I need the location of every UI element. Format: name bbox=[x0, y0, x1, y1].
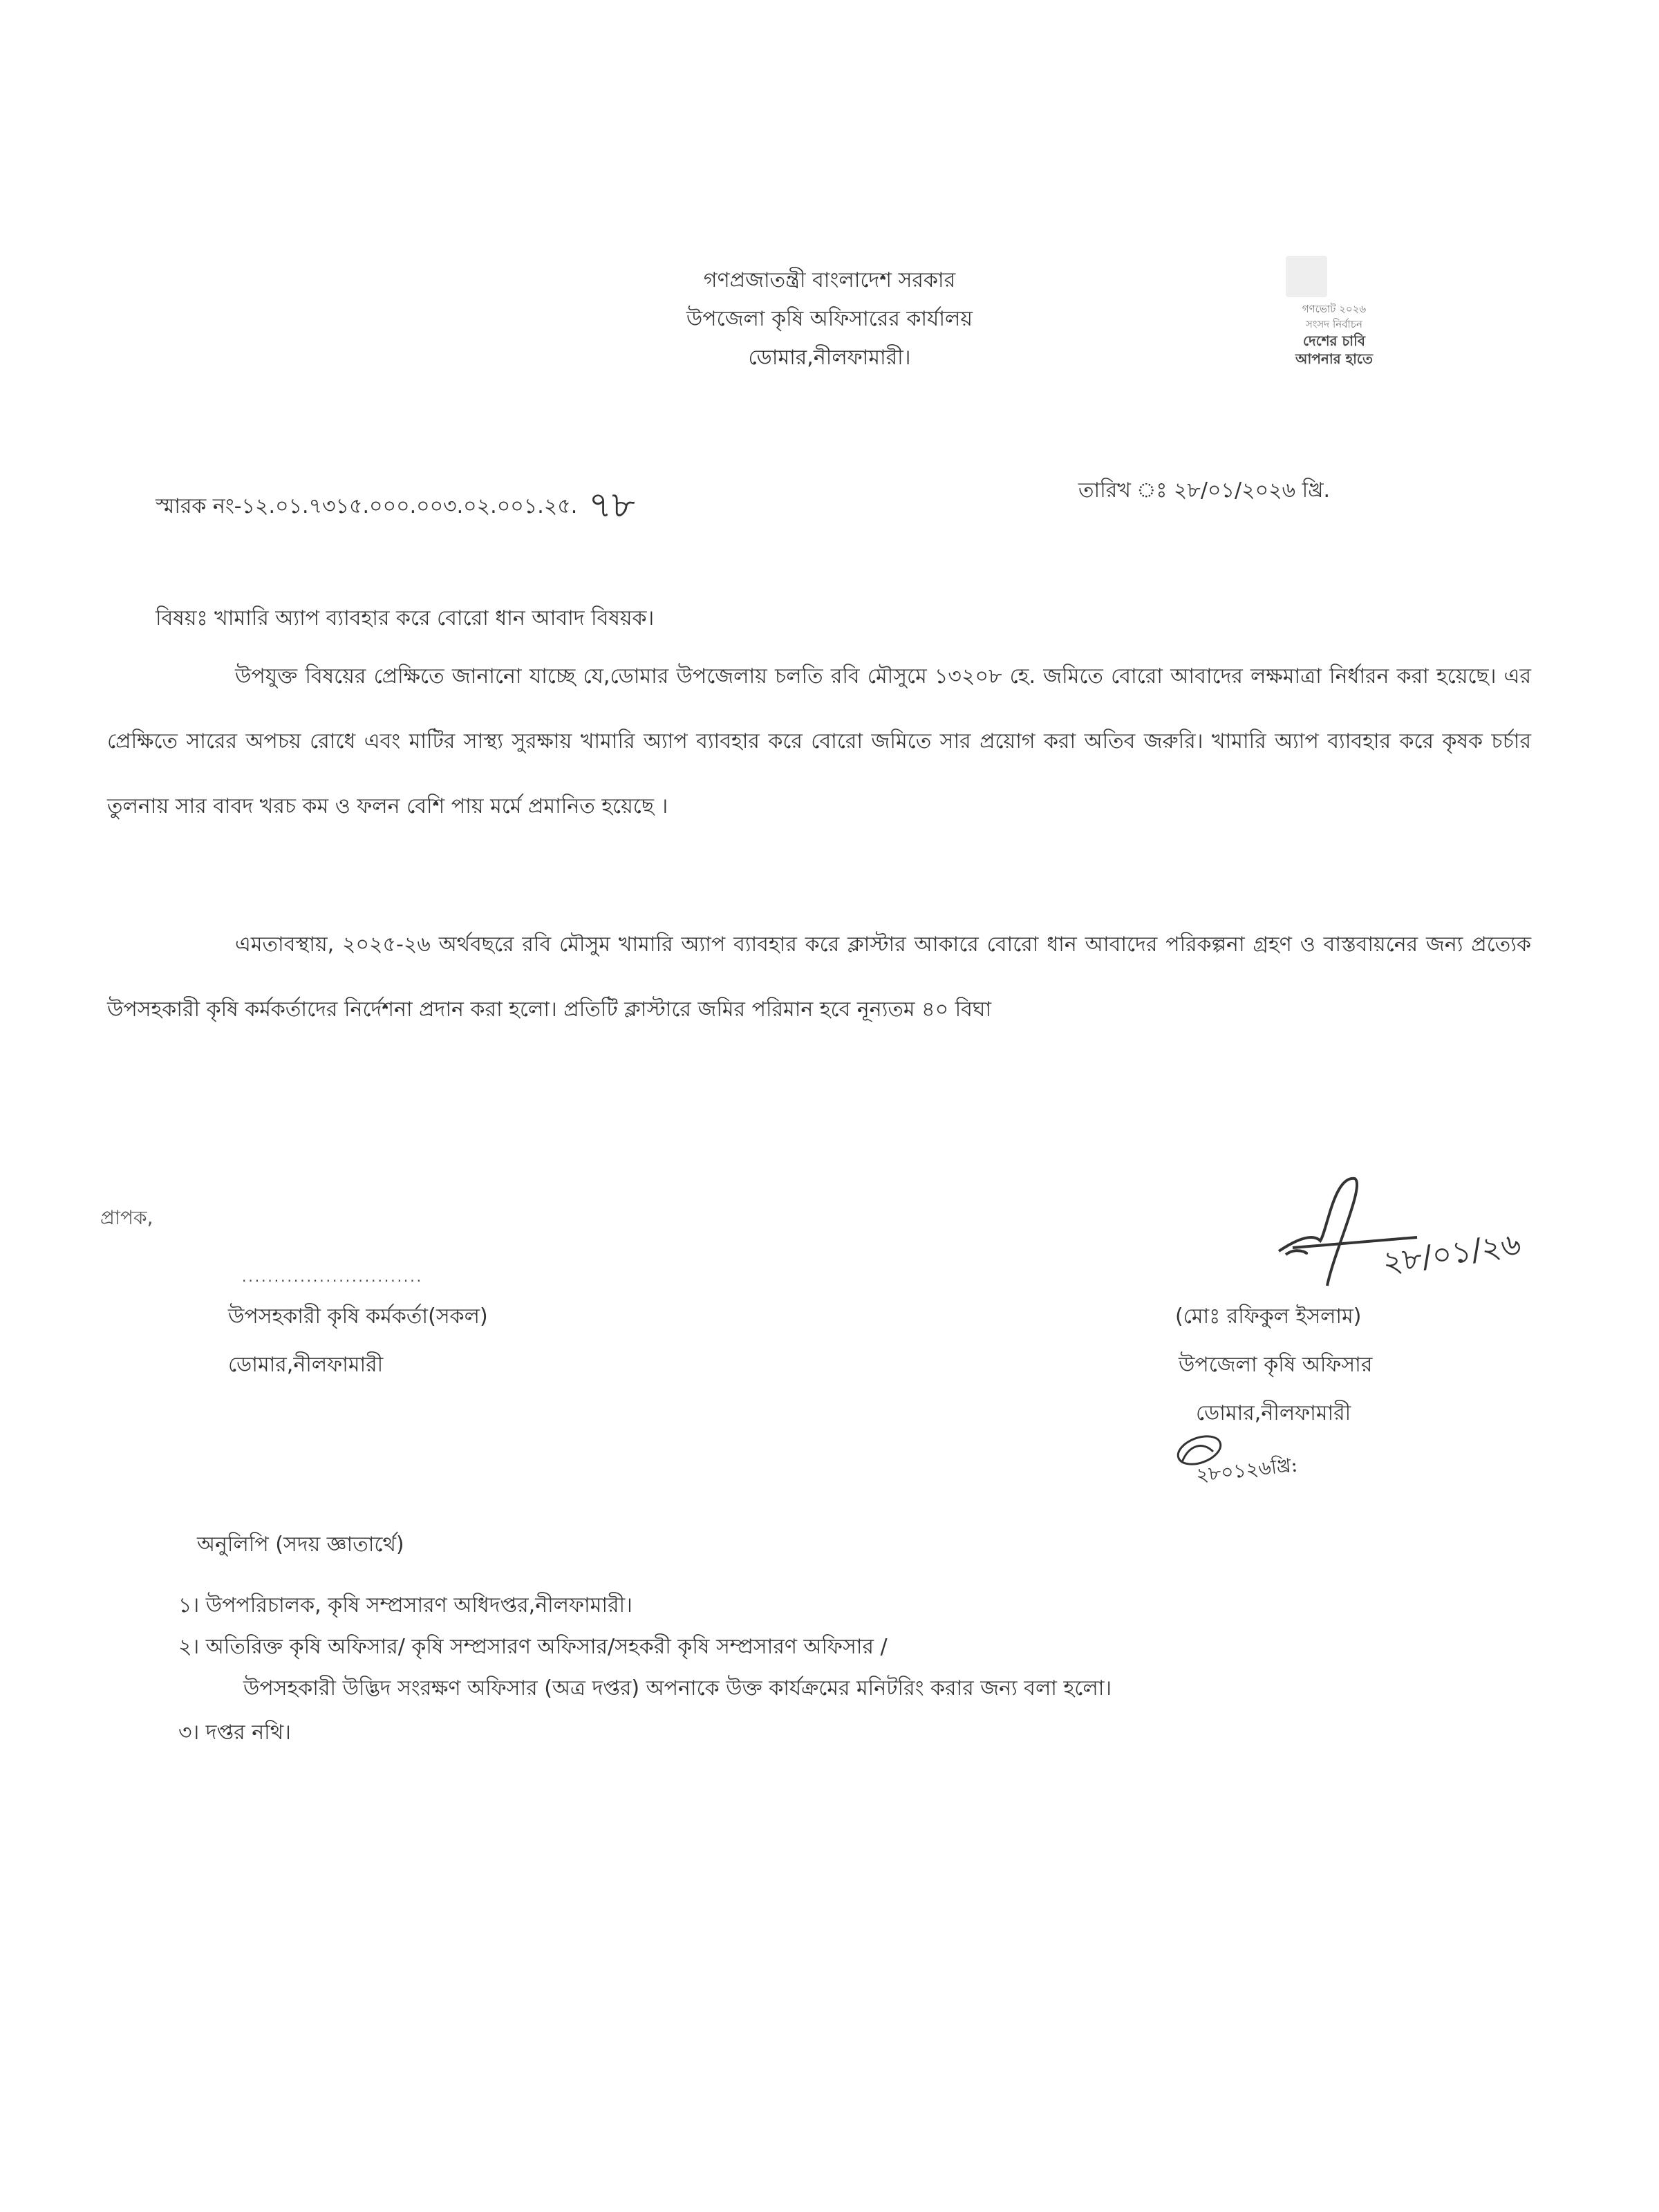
initial-handwritten-date: ২৮০১২৬খ্রি: bbox=[1194, 1453, 1299, 1487]
recipient-label: প্রাপক, bbox=[100, 1206, 153, 1229]
letter-date: তারিখ ঃ ২৮/০১/২০২৬ খ্রি. bbox=[1078, 478, 1331, 503]
body-paragraph-1 bbox=[107, 644, 1531, 839]
body-paragraph-2 bbox=[107, 912, 1531, 1042]
memo-handwritten-number: ৭৮ bbox=[588, 485, 635, 526]
signature-handwritten-date: ২৮/০১/২৬ bbox=[1380, 1226, 1524, 1281]
paragraph-1-text: উপযুক্ত বিষয়ের প্রেক্ষিতে জানানো যাচ্ছে যে,ডোমার উপজেলায় চলতি রবি মৌসুমে ১৩২০৮ হে. জমিতে বোরো আবাদের লক্ষমাত্রা নির্ধারন করা হয়েছে। এর প্রেক্ষিতে সারের অপচয় রোধে এবং মাটির সাস্থ্য সুরক্ষায় খামারি অ্যাপ ব্যাবহার করে বোরো জমিতে সার প্রয়োগ করা অতিব জরুরি। খামারি অ্যাপ ব্যাবহার করে কৃষক চর্চার তুলনায় সার বাবদ খরচ কম ও ফলন বেশি পায় মর্মে প্রমানিত হয়েছে । bbox=[107, 664, 1531, 818]
stamp-logo-icon bbox=[1286, 256, 1327, 297]
paragraph-2-text: এমতাবস্থায়, ২০২৫-২৬ অর্থবছরে রবি মৌসুম খামারি অ্যাপ ব্যাবহার করে ক্লাস্টার আকারে বোরো ধান আবাদের পরিকল্পনা গ্রহণ ও বাস্তবায়নের জন্য প্রত্যেক উপসহকারী কৃষি কর্মকর্তাদের নির্দেশনা প্রদান করা হলো। প্রতিটি ক্লাস্টারে জমির পরিমান হবে নূন্যতম ৪০ বিঘা bbox=[107, 932, 1531, 1022]
signatory-location: ডোমার,নীলফামারী bbox=[1196, 1401, 1351, 1425]
signatory-name: (মোঃ রফিকুল ইসলাম) bbox=[1175, 1304, 1362, 1329]
letterhead-government: গণপ্রজাতন্ত্রী বাংলাদেশ সরকার bbox=[703, 268, 956, 292]
letterhead-location: ডোমার,নীলফামারী। bbox=[748, 346, 911, 370]
election-stamp bbox=[1258, 256, 1410, 368]
letterhead bbox=[0, 261, 1659, 377]
subject-line: বিষয়ঃ খামারি অ্যাপ ব্যাবহার করে বোরো ধান আবাদ বিষয়ক। bbox=[156, 606, 655, 630]
memo-prefix: স্মারক নং-১২.০১.৭৩১৫.০০০.০০৩.০২.০০১.২৫. bbox=[156, 494, 578, 518]
recipient-location: ডোমার,নীলফামারী bbox=[228, 1353, 384, 1377]
cc-heading: অনুলিপি (সদয় জ্ঞাতার্থে) bbox=[197, 1533, 404, 1557]
cc-item-3: ৩। দপ্তর নথি। bbox=[178, 1721, 291, 1745]
signatory-designation: উপজেলা কৃষি অফিসার bbox=[1179, 1353, 1373, 1377]
letterhead-office: উপজেলা কৃষি অফিসারের কার্যালয় bbox=[686, 307, 973, 331]
recipient-dotted-line: ............................ bbox=[242, 1268, 424, 1285]
stamp-line-3: দেশের চাবি bbox=[1303, 332, 1365, 349]
cc-item-2: ২। অতিরিক্ত কৃষি অফিসার/ কৃষি সম্প্রসারণ অফিসার/সহকরী কৃষি সম্প্রসারণ অফিসার / bbox=[178, 1635, 888, 1659]
stamp-line-2: সংসদ নির্বাচন bbox=[1306, 318, 1362, 330]
recipient-title: উপসহকারী কৃষি কর্মকর্তা(সকল) bbox=[228, 1304, 488, 1329]
stamp-line-4: আপনার হাতে bbox=[1295, 350, 1373, 367]
memo-number bbox=[156, 477, 635, 537]
stamp-line-1: গণভোট ২০২৬ bbox=[1302, 303, 1367, 315]
cc-item-1: ১। উপপরিচালক, কৃষি সম্প্রসারণ অধিদপ্তর,নীলফামারী। bbox=[178, 1593, 632, 1618]
cc-item-2-continued: উপসহকারী উদ্ভিদ সংরক্ষণ অফিসার (অত্র দপ্তর) অপনাকে উক্ত কার্যক্রমের মনিটরিং করার জন্য বলা হলো। bbox=[243, 1676, 1112, 1700]
